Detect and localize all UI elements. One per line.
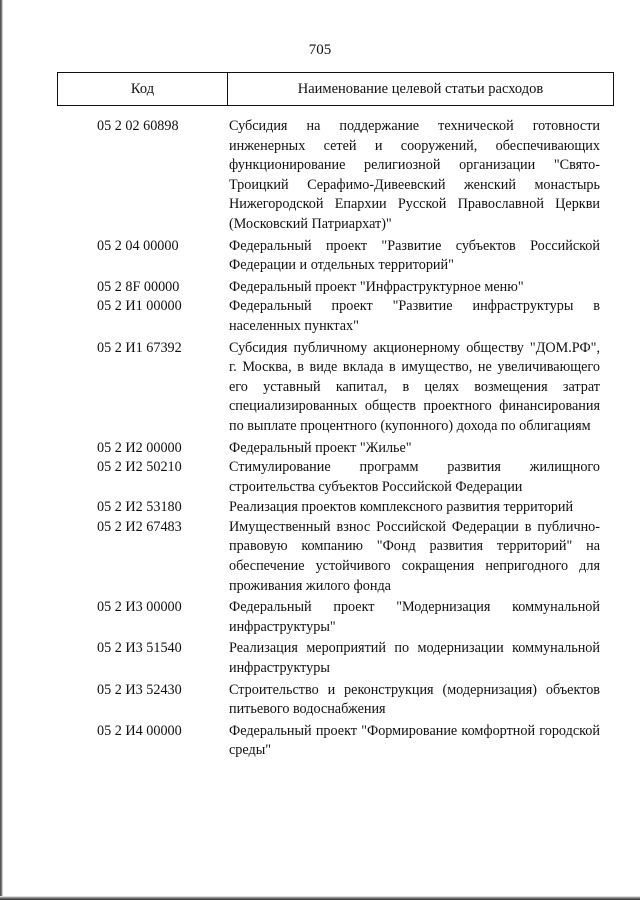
table-row (0, 458, 640, 497)
page-number: 705 (308, 42, 332, 58)
row-code: 05 2 И2 53180 (97, 499, 182, 516)
row-name: Реализация мероприятий по модернизации коммунальной инфраструктуры (229, 640, 600, 677)
row-code: 05 2 И2 50210 (97, 459, 182, 476)
row-name: Федеральный проект "Развитие инфраструктуры в населенных пунктах" (229, 298, 600, 334)
row-code: 05 2 И1 00000 (97, 298, 182, 315)
row-code: 05 2 И2 67483 (97, 518, 182, 535)
row-name: Федеральный проект "Модернизация коммунальной инфраструктуры" (229, 599, 600, 635)
table-row (0, 297, 640, 336)
row-name: Федеральный проект "Инфраструктурное меню" (229, 278, 524, 295)
row-code: 05 2 И3 52430 (97, 681, 182, 698)
row-name: Субсидия на поддержание технической готовности инженерных сетей и сооружений, обеспечивающих функционирование религиозной организации "Свято-Троицкий Серафимо-Дивеевский женский монастырь Нижегородской Епархии Русской Православной Церкви (Московский Патриархат)" (229, 118, 600, 232)
row-name: Стимулирование программ развития жилищного строительства субъектов Российской Федерации (229, 459, 600, 495)
budget-items-list (0, 117, 640, 761)
row-code: 05 2 И1 67392 (97, 339, 182, 356)
row-code: 05 2 И3 51540 (97, 640, 182, 657)
table-row (0, 518, 640, 596)
row-code: 05 2 02 60898 (97, 118, 179, 134)
row-name: Субсидия публичному акционерному обществу "ДОМ.РФ", г. Москва, в виде вклада в имущество, не увеличивающего его уставный капитал, в целях возмещения затрат специализированных обществ проектного финансирования по выплате процентного (купонного) дохода по облигациям (229, 339, 600, 434)
row-code: 05 2 И3 00000 (97, 599, 182, 616)
table-row (0, 237, 640, 276)
row-code: 05 2 04 00000 (97, 237, 179, 254)
row-code: 05 2 И4 00000 (97, 722, 182, 739)
row-name: Реализация проектов комплексного развития территорий (229, 499, 574, 516)
table-row (0, 278, 640, 298)
table-row (0, 722, 640, 761)
scan-edge-bottom (0, 896, 640, 900)
row-code: 05 2 И2 00000 (97, 439, 182, 456)
header-name: Наименование целевой статьи расходов (297, 80, 544, 97)
row-code: 05 2 8F 00000 (97, 278, 180, 295)
table-row (0, 439, 640, 459)
row-name: Строительство и реконструкция (модернизация) объектов питьевого водоснабжения (229, 681, 600, 718)
row-name: Федеральный проект "Развитие субъектов Российской Федерации и отдельных территорий" (229, 237, 600, 274)
table-row (0, 639, 640, 678)
row-name: Федеральный проект "Формирование комфортной городской среды" (229, 722, 600, 759)
row-name: Федеральный проект "Жилье" (229, 439, 412, 456)
row-name: Имущественный взнос Российской Федерации в публично-правовую компанию "Фонд развития территорий" на обеспечение устойчивого сокращения непригодного для проживания жилого фонда (229, 518, 600, 594)
table-row (0, 117, 640, 235)
table-row (0, 681, 640, 720)
table-row (0, 598, 640, 637)
table-row (0, 498, 640, 518)
header-code: Код (58, 73, 228, 105)
table-row (0, 339, 640, 437)
table-header (57, 72, 614, 106)
